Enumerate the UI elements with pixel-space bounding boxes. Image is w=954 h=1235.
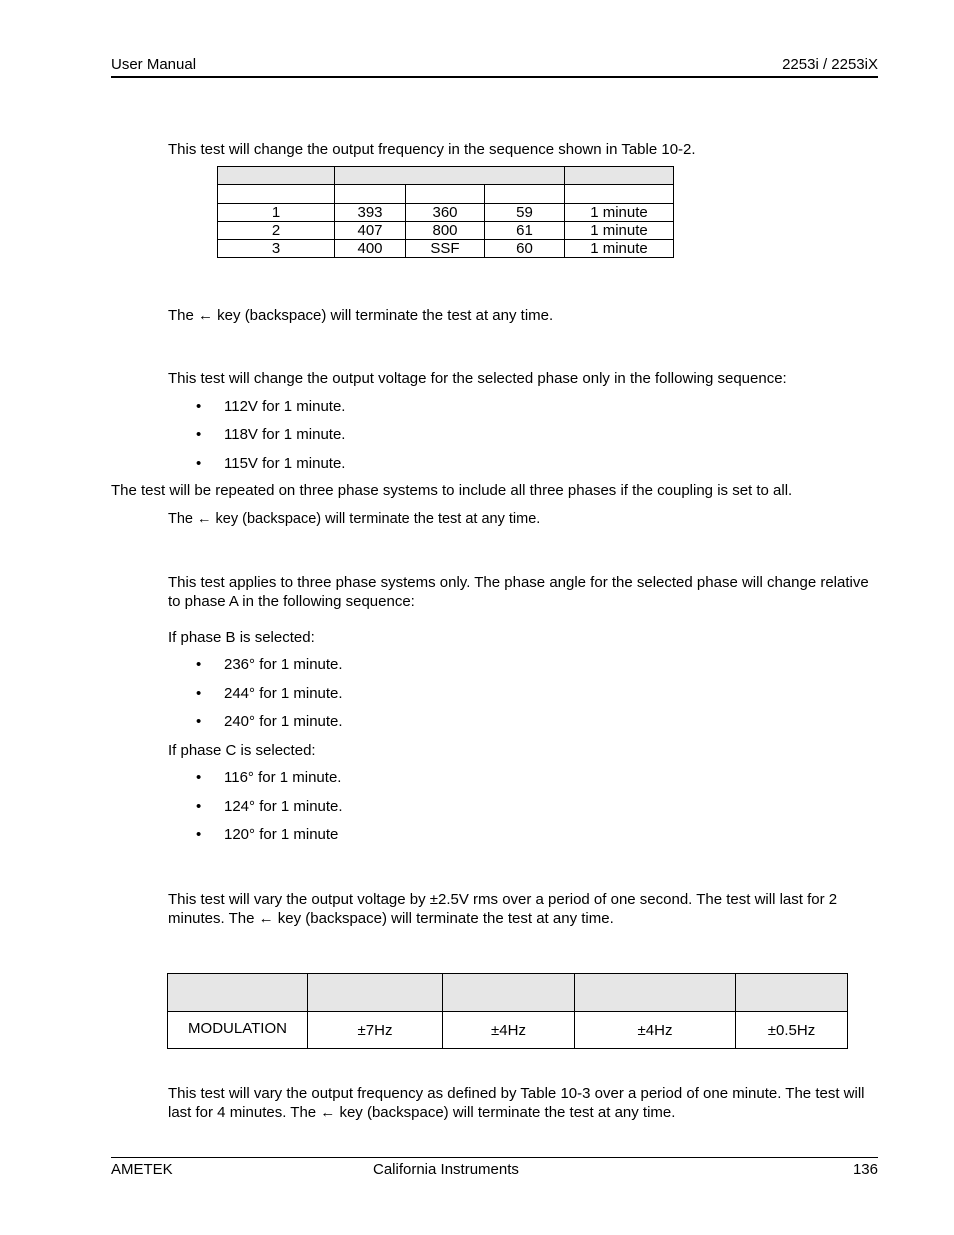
value-cell: 59 [485,204,565,222]
bullet-icon: • [196,798,202,815]
table-header-cell [565,167,674,185]
step-cell: 2 [218,222,335,240]
list-item-text: 112V for 1 minute. [224,398,346,415]
bullet-icon: • [196,685,202,702]
bullet-icon: • [196,455,202,472]
table-subheader-cell [406,185,485,204]
table-row [218,222,674,240]
header-title: User Manual [111,56,197,73]
phase-test-intro: This test applies to three phase systems only. The phase angle for the selected phase will change relative to phase A in the following sequence: [168,574,869,610]
table-row [168,1012,848,1049]
header-rule [111,76,878,78]
value-cell: ±4Hz [443,1012,575,1049]
phase-b-label: If phase B is selected: [168,629,315,646]
list-item-text: 124° for 1 minute. [224,798,343,815]
voltage-test-terminate-note: The ← key (backspace) will terminate the test at any time. [168,511,541,527]
value-cell: SSF [406,240,485,258]
value-cell: 800 [406,222,485,240]
list-item-text: 240° for 1 minute. [224,713,343,730]
voltage-test-intro: This test will change the output voltage for the selected phase only in the following sequence: [168,370,787,387]
frequency-modulation-intro: This test will vary the output frequency as defined by Table 10-3 over a period of one minute. The test will last for 4 minutes. The ← key (backspace) will terminate the test at any time. [168,1085,865,1121]
footer-division: California Instruments [373,1161,519,1178]
value-cell: 393 [335,204,406,222]
table-subheader-cell [565,185,674,204]
list-item-text: 244° for 1 minute. [224,685,343,702]
modulation-table [167,973,848,1049]
footer-company: AMETEK [111,1161,173,1178]
table-subheader-cell [218,185,335,204]
bullet-icon: • [196,713,202,730]
table-header-cell [335,167,565,185]
duration-cell: 1 minute [565,222,674,240]
list-item-text: 118V for 1 minute. [224,426,346,443]
value-cell: ±7Hz [308,1012,443,1049]
freq-test-terminate-note: The ← key (backspace) will terminate the test at any time. [168,307,554,324]
bullet-icon: • [196,769,202,786]
list-item-text: 115V for 1 minute. [224,455,346,472]
table-header-row [168,974,848,1012]
list-item-text: 236° for 1 minute. [224,656,343,673]
table-subheader-cell [485,185,565,204]
freq-test-intro: This test will change the output frequency in the sequence shown in Table 10-2. [168,141,696,158]
table-header-row [218,167,674,185]
list-item-text: 116° for 1 minute. [224,769,342,786]
table-header-cell [736,974,848,1012]
value-cell: 360 [406,204,485,222]
duration-cell: 1 minute [565,240,674,258]
table-row [218,204,674,222]
value-cell: 61 [485,222,565,240]
value-cell: 407 [335,222,406,240]
table-row [218,240,674,258]
frequency-sequence-table [217,166,674,258]
table-header-cell [168,974,308,1012]
table-subheader-row [218,185,674,204]
value-cell: ±0.5Hz [736,1012,848,1049]
value-cell: ±4Hz [575,1012,736,1049]
duration-cell: 1 minute [565,204,674,222]
row-label-cell: MODULATION [168,1012,308,1049]
phase-c-label: If phase C is selected: [168,742,316,759]
step-cell: 1 [218,204,335,222]
bullet-icon: • [196,426,202,443]
value-cell: 400 [335,240,406,258]
step-cell: 3 [218,240,335,258]
table-header-cell [443,974,575,1012]
bullet-icon: • [196,826,202,843]
table-header-cell [218,167,335,185]
modulation-test-intro: This test will vary the output voltage by ±2.5V rms over a period of one second. The test will last for 2 minutes. The ← key (backspace) will terminate the test at any time. [168,891,838,927]
voltage-test-repeat-note: The test will be repeated on three phase systems to include all three phases if the coupling is set to all. [111,482,793,499]
table-header-cell [575,974,736,1012]
footer-rule [111,1157,878,1158]
page-number: 136 [852,1161,878,1178]
value-cell: 60 [485,240,565,258]
table-subheader-cell [335,185,406,204]
header-model: 2253i / 2253iX [782,56,878,73]
list-item-text: 120° for 1 minute [224,826,339,843]
bullet-icon: • [196,398,202,415]
bullet-icon: • [196,656,202,673]
table-header-cell [308,974,443,1012]
